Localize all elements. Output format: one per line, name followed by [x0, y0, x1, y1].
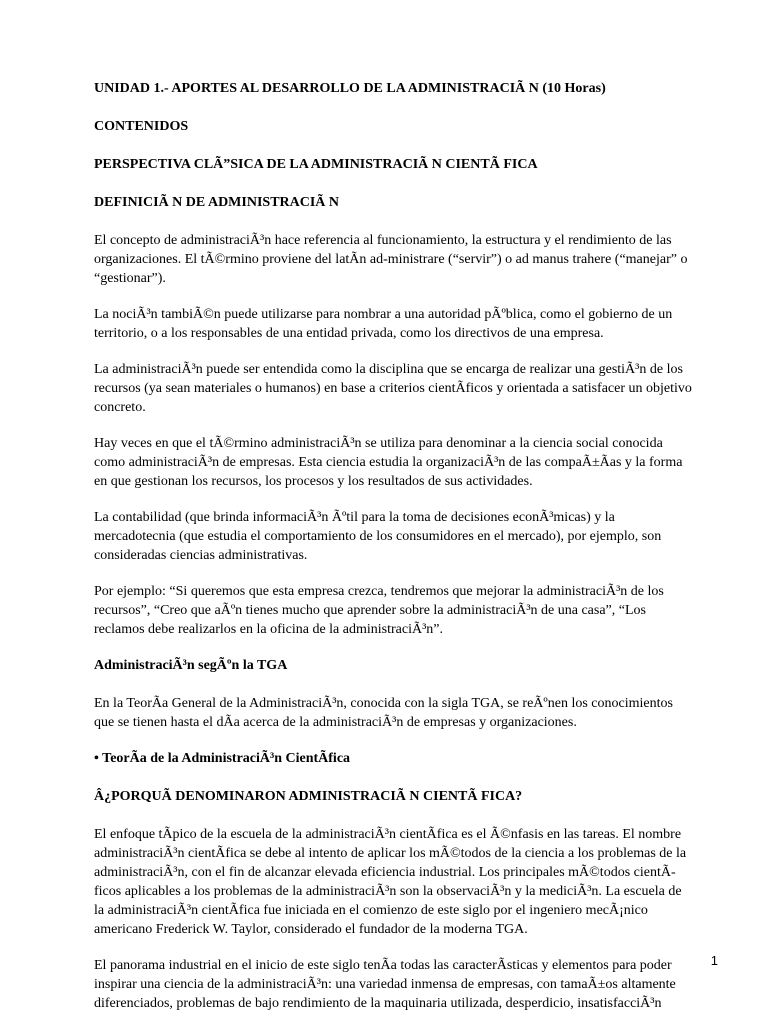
- paragraph: Por ejemplo: “Si queremos que esta empresa crezca, tendremos que mejorar la administraciÃ³n de los recursos”, “Creo que aÃºn tienes mucho que aprender sobre la administraciÃ³n de una casa”, “Los reclamos debe realizarlos en la oficina de la administraciÃ³n”.: [94, 584, 664, 637]
- scientific-theory-heading: • TeorÃa de la AdministraciÃ³n CientÃfica: [94, 751, 351, 766]
- perspective-heading: PERSPECTIVA CLÃ”SICA DE LA ADMINISTRACIÃ N CIENTÃ FICA: [94, 157, 538, 172]
- paragraph: La administraciÃ³n puede ser entendida como la disciplina que se encarga de realizar una gestiÃ³n de los recursos (ya sean materiales o humanos) en base a criterios cientÃficos y orientada a satisfacer un objetivo concreto.: [94, 362, 692, 415]
- tga-heading: AdministraciÃ³n segÃºn la TGA: [94, 658, 288, 673]
- contents-heading: CONTENIDOS: [94, 119, 189, 134]
- paragraph: En la TeorÃa General de la AdministraciÃ³n, conocida con la sigla TGA, se reÃºnen los conocimientos que se tienen hasta el dÃa acerca de la administraciÃ³n de empresas y organizaciones.: [94, 696, 673, 730]
- paragraph: Hay veces en que el tÃ©rmino administraciÃ³n se utiliza para denominar a la ciencia social conocida como administraciÃ³n de empresas. Esta ciencia estudia la organizaciÃ³n de las compaÃ±Ãas y la forma en que gestionan los recursos, los procesos y los resultados de sus actividades.: [94, 436, 683, 489]
- definition-heading: DEFINICIÃ N DE ADMINISTRACIÃ N: [94, 195, 340, 210]
- why-scientific-heading: Â¿PORQUÃ DENOMINARON ADMINISTRACIÃ N CIENTÃ FICA?: [94, 789, 523, 804]
- paragraph: El panorama industrial en el inicio de este siglo tenÃa todas las caracterÃsticas y elementos para poder inspirar una ciencia de la administraciÃ³n: una variedad inmensa de empresas, con tamaÃ±os altamente diferenciados, problemas de bajo rendimiento de la maquinaria utilizada, desperdicio, insatisfacciÃ³n: [94, 958, 676, 1011]
- paragraph: La nociÃ³n tambiÃ©n puede utilizarse para nombrar a una autoridad pÃºblica, como el gobierno de un territorio, o a los responsables de una entidad privada, como los directivos de una empresa.: [94, 307, 673, 341]
- page-number: 1: [710, 953, 718, 968]
- unit-title: UNIDAD 1.- APORTES AL DESARROLLO DE LA ADMINISTRACIÃ N (10 Horas): [94, 81, 606, 96]
- paragraph: El concepto de administraciÃ³n hace referencia al funcionamiento, la estructura y el rendimiento de las organizaciones. El tÃ©rmino proviene del latÃn ad-ministrare (“servir”) o ad manus trahere (“manejar” o “gestionar”).: [94, 233, 688, 286]
- document-body: [94, 79, 694, 1030]
- paragraph: La contabilidad (que brinda informaciÃ³n Ãºtil para la toma de decisiones econÃ³micas) y la mercadotecnia (que estudia el comportamiento de los consumidores en el mercado), por ejemplo, son consideradas ciencias administrativas.: [94, 510, 662, 563]
- paragraph: El enfoque tÃpico de la escuela de la administraciÃ³n cientÃfica es el Ã©nfasis en las tareas. El nombre administraciÃ³n cientÃfica se debe al intento de aplicar los mÃ©todos de la ciencia a los problemas de la administraciÃ³n, con el fin de alcanzar elevada eficiencia industrial. Los principales mÃ©todos cientÃficos aplicables a los problemas de la administraciÃ³n son la observaciÃ³n y la mediciÃ³n. La escuela de la administraciÃ³n cientÃfica fue iniciada en el comienzo de este siglo por el ingeniero mecÃ¡nico americano Frederick W. Taylor, considerado el fundador de la moderna TGA.: [94, 827, 687, 937]
